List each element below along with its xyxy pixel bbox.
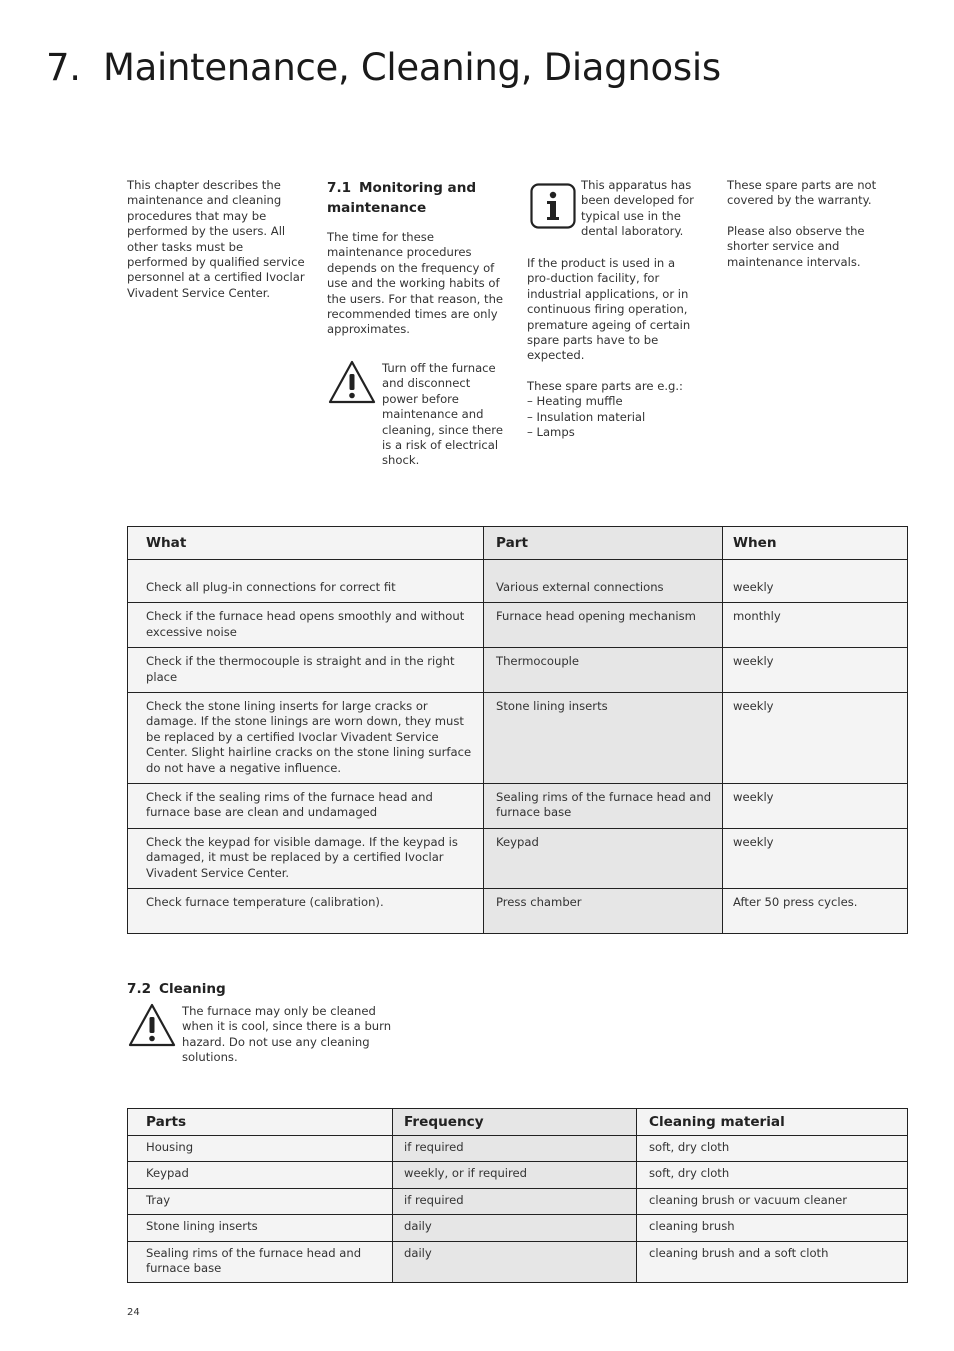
- cell-cleaning-material: soft, dry cloth: [637, 1136, 908, 1162]
- cell-when: weekly: [723, 648, 908, 693]
- info-note-body: [527, 256, 702, 440]
- cell-part: Press chamber: [484, 889, 723, 933]
- cell-frequency: daily: [393, 1215, 637, 1241]
- table-header-row: [128, 527, 908, 560]
- section-title: Monitoring and maintenance: [327, 180, 477, 216]
- cell-frequency: if required: [393, 1188, 637, 1214]
- cleaning-table: [127, 1108, 908, 1283]
- column-header-part: Part: [484, 527, 723, 560]
- spare-parts-list: [527, 394, 702, 440]
- warranty-note-para-2: Please also observe the shorter service and maintenance intervals.: [727, 223, 865, 269]
- table-row: [128, 1241, 908, 1283]
- table-header-row: [128, 1109, 908, 1136]
- column-header-what: What: [128, 527, 484, 560]
- warranty-note-para-1: These spare parts are not covered by the warranty.: [727, 178, 877, 208]
- cell-when: After 50 press cycles.: [723, 889, 908, 933]
- column-header-when: When: [723, 527, 908, 560]
- table-row: [128, 889, 908, 933]
- section-number: 7.1: [327, 180, 352, 196]
- cell-parts: Sealing rims of the furnace head and furnace base: [128, 1241, 393, 1283]
- cell-parts: Housing: [128, 1136, 393, 1162]
- info-note-head: [581, 178, 696, 240]
- section-number: 7.2: [127, 981, 152, 997]
- table-row: [128, 1188, 908, 1214]
- cell-part: Sealing rims of the furnace head and furnace base: [484, 784, 723, 829]
- cell-part: Stone lining inserts: [484, 693, 723, 784]
- info-note-para-3: These spare parts are e.g.:: [527, 378, 683, 393]
- cell-when: weekly: [723, 828, 908, 888]
- section-title: Cleaning: [159, 981, 226, 997]
- table-row: [128, 648, 908, 693]
- intro-text: This chapter describes the maintenance and cleaning procedures that may be performed by the users. All other tasks must be performed by qualified service personnel at a certified Ivoclar Vivadent Service Center.: [127, 178, 305, 300]
- cell-when: weekly: [723, 693, 908, 784]
- maintenance-table: [127, 526, 908, 934]
- burn-hazard-warning: The furnace may only be cleaned when it is cool, since there is a burn hazard. Do not use any cleaning solutions.: [182, 1004, 392, 1065]
- list-item: – Insulation material: [527, 410, 702, 425]
- info-note-text: This apparatus has been developed for typical use in the dental laboratory.: [581, 178, 694, 239]
- page-number: 24: [127, 1307, 140, 1318]
- chapter-number: 7.: [46, 46, 81, 89]
- cell-frequency: weekly, or if required: [393, 1162, 637, 1188]
- section-7-2-heading: [127, 979, 226, 999]
- cell-what: Check if the furnace head opens smoothly and without excessive noise: [128, 603, 484, 648]
- cell-cleaning-material: soft, dry cloth: [637, 1162, 908, 1188]
- cell-what: Check the keypad for visible damage. If the keypad is damaged, it must be replaced by a certified Ivoclar Vivadent Service Center.: [128, 828, 484, 888]
- column-header-cleaning-material: Cleaning material: [637, 1109, 908, 1136]
- section-7-1-text: The time for these maintenance procedures depends on the frequency of use and the working habits of the users. For that reason, the recommended times are only approximates.: [327, 230, 504, 337]
- cell-cleaning-material: cleaning brush and a soft cloth: [637, 1241, 908, 1283]
- column-header-frequency: Frequency: [393, 1109, 637, 1136]
- cell-parts: Stone lining inserts: [128, 1215, 393, 1241]
- cell-part: Furnace head opening mechanism: [484, 603, 723, 648]
- table-row: [128, 1162, 908, 1188]
- table-row: [128, 693, 908, 784]
- table-row: [128, 603, 908, 648]
- cell-frequency: if required: [393, 1136, 637, 1162]
- warning-triangle-icon: [328, 360, 376, 408]
- warning-triangle-icon: [128, 1003, 176, 1051]
- chapter-title: Maintenance, Cleaning, Diagnosis: [103, 46, 721, 89]
- info-note-para-2: If the product is used in a pro-duction facility, for industrial applications, or in continuous firing operation, premature ageing of certain spare parts have to be expected.: [527, 256, 691, 363]
- section-7-1-heading: [327, 178, 507, 218]
- cell-what: Check furnace temperature (calibration).: [128, 889, 484, 933]
- intro-column: [127, 178, 307, 301]
- cell-what: Check if the sealing rims of the furnace head and furnace base are clean and undamaged: [128, 784, 484, 829]
- list-item: – Lamps: [527, 425, 702, 440]
- cell-part: Various external connections: [484, 560, 723, 603]
- warranty-note: [727, 178, 907, 270]
- cell-what: Check the stone lining inserts for large cracks or damage. If the stone linings are worn down, they must be replaced by a certified Ivoclar Vivadent Service Center. Slight hairline cracks on the stone lining surface do not have a negative influence.: [128, 693, 484, 784]
- table-row: [128, 1215, 908, 1241]
- cell-frequency: daily: [393, 1241, 637, 1283]
- cell-when: weekly: [723, 784, 908, 829]
- section-7-1: [327, 178, 507, 338]
- cell-cleaning-material: cleaning brush or vacuum cleaner: [637, 1188, 908, 1214]
- list-item: – Heating muffle: [527, 394, 702, 409]
- cell-part: Keypad: [484, 828, 723, 888]
- cell-parts: Keypad: [128, 1162, 393, 1188]
- cell-what: Check if the thermocouple is straight and in the right place: [128, 648, 484, 693]
- cell-when: weekly: [723, 560, 908, 603]
- info-icon: [530, 183, 576, 233]
- table-row: [128, 784, 908, 829]
- cell-cleaning-material: cleaning brush: [637, 1215, 908, 1241]
- page-title: [46, 46, 721, 89]
- cell-part: Thermocouple: [484, 648, 723, 693]
- table-row: [128, 560, 908, 603]
- table-row: [128, 1136, 908, 1162]
- cell-what: Check all plug-in connections for correct fit: [128, 560, 484, 603]
- electrical-shock-warning: Turn off the furnace and disconnect power before maintenance and cleaning, since there is a risk of electrical shock.: [382, 361, 503, 468]
- cell-parts: Tray: [128, 1188, 393, 1214]
- cell-when: monthly: [723, 603, 908, 648]
- table-row: [128, 828, 908, 888]
- column-header-parts: Parts: [128, 1109, 393, 1136]
